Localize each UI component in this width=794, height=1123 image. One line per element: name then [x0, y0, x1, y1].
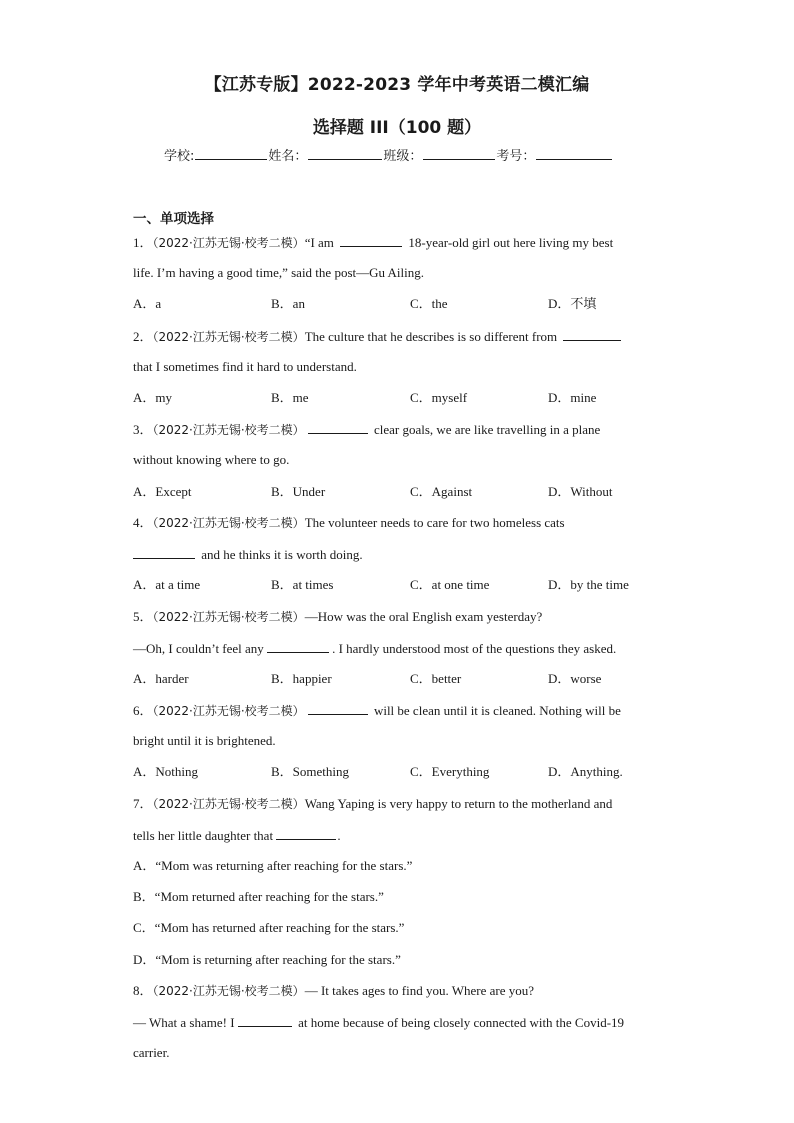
- question-2-line-2: that I sometimes find it hard to understand.: [133, 359, 357, 374]
- option-d: D．Without: [548, 484, 613, 499]
- question-source: （2022·江苏无锡·校考二模）: [152, 330, 305, 344]
- answer-blank: [276, 827, 336, 840]
- answer-blank: [563, 328, 621, 341]
- answer-blank: [308, 421, 368, 434]
- option-b: B．an: [271, 296, 305, 311]
- option-b: B．Something: [271, 764, 350, 779]
- section-title: 一、单项选择: [133, 211, 214, 227]
- number-label: 考号：: [496, 149, 536, 164]
- question-5-line-1: 5．（2022·江苏无锡·校考二模）—How was the oral English exam yesterday?: [133, 609, 543, 624]
- question-4-line-2: and he thinks it is worth doing.: [133, 546, 363, 563]
- question-8-line-2: — What a shame! I at home because of being closely connected with the Covid-19: [133, 1015, 625, 1030]
- student-info-line: [164, 145, 613, 164]
- question-source: （2022·江苏无锡·校考二模）: [152, 704, 305, 718]
- question-2-line-1: 2．（2022·江苏无锡·校考二模）The culture that he describes is so different from: [133, 328, 624, 345]
- question-7-option-a: A．“Mom was returning after reaching for the stars.”: [133, 858, 413, 873]
- question-source: （2022·江苏无锡·校考二模）: [152, 236, 305, 250]
- option-c: C．Everything: [410, 764, 490, 779]
- question-7-option-b: B．“Mom returned after reaching for the stars.”: [133, 889, 384, 904]
- question-7-option-d: D．“Mom is returning after reaching for the stars.”: [133, 952, 401, 967]
- name-blank: [308, 147, 382, 160]
- option-b: B．Under: [271, 484, 326, 499]
- option-b: B．happier: [271, 671, 332, 686]
- option-c: C．the: [410, 296, 448, 311]
- document-subtitle: 选择题 III（100 题）: [312, 118, 482, 138]
- question-8-line-1: 8．（2022·江苏无锡·校考二模）— It takes ages to find you. Where are you?: [133, 983, 535, 998]
- question-6-line-1: 6．（2022·江苏无锡·校考二模） will be clean until it is cleaned. Nothing will be: [133, 703, 621, 718]
- question-8-line-3: carrier.: [133, 1045, 170, 1060]
- option-a: A．Nothing: [133, 764, 199, 779]
- answer-blank: [133, 546, 195, 559]
- question-4-line-1: 4．（2022·江苏无锡·校考二模）The volunteer needs to care for two homeless cats: [133, 515, 565, 530]
- option-a: A．harder: [133, 671, 189, 686]
- question-source: （2022·江苏无锡·校考二模）: [152, 423, 305, 437]
- option-a: A．my: [133, 390, 173, 405]
- class-label: 班级：: [383, 149, 423, 164]
- school-label: 学校:: [164, 149, 195, 164]
- question-source: （2022·江苏无锡·校考二模）: [152, 984, 305, 998]
- option-d: D．不填: [548, 296, 597, 311]
- question-1-line-1: 1．（2022·江苏无锡·校考二模）“I am 18-year-old girl out here living my best: [133, 235, 614, 250]
- option-d: D．mine: [548, 390, 597, 405]
- question-3-line-2: without knowing where to go.: [133, 452, 290, 467]
- answer-blank: [238, 1014, 292, 1027]
- question-5-line-2: —Oh, I couldn’t feel any . I hardly understood most of the questions they asked.: [133, 641, 617, 656]
- question-source: （2022·江苏无锡·校考二模）: [152, 797, 305, 811]
- option-c: C．better: [410, 671, 462, 686]
- document-title: 【江苏专版】2022-2023 学年中考英语二模汇编: [204, 75, 590, 95]
- answer-blank: [308, 702, 368, 715]
- question-7-option-c: C．“Mom has returned after reaching for the stars.”: [133, 920, 405, 935]
- question-3-line-1: 3．（2022·江苏无锡·校考二模） clear goals, we are like travelling in a plane: [133, 422, 601, 437]
- question-6-line-2: bright until it is brightened.: [133, 733, 276, 748]
- name-label: 姓名：: [268, 149, 308, 164]
- question-1-line-2: life. I’m having a good time,” said the post—Gu Ailing.: [133, 265, 425, 280]
- question-source: （2022·江苏无锡·校考二模）: [152, 610, 305, 624]
- option-d: D．worse: [548, 671, 602, 686]
- class-blank: [423, 147, 495, 160]
- option-c: C．Against: [410, 484, 473, 499]
- option-a: A．Except: [133, 484, 192, 499]
- answer-blank: [267, 640, 329, 653]
- option-c: C．myself: [410, 390, 468, 405]
- question-7-line-2: tells her little daughter that .: [133, 828, 341, 843]
- option-d: D．by the time: [548, 577, 629, 592]
- number-blank: [536, 147, 612, 160]
- question-7-line-1: 7．（2022·江苏无锡·校考二模）Wang Yaping is very happy to return to the motherland and: [133, 796, 613, 811]
- option-c: C．at one time: [410, 577, 490, 592]
- option-d: D．Anything.: [548, 764, 623, 779]
- option-b: B．at times: [271, 577, 334, 592]
- option-b: B．me: [271, 390, 309, 405]
- option-a: A．at a time: [133, 577, 201, 592]
- option-a: A．a: [133, 296, 162, 311]
- question-source: （2022·江苏无锡·校考二模）: [152, 516, 305, 530]
- answer-blank: [340, 234, 402, 247]
- school-blank: [195, 147, 267, 160]
